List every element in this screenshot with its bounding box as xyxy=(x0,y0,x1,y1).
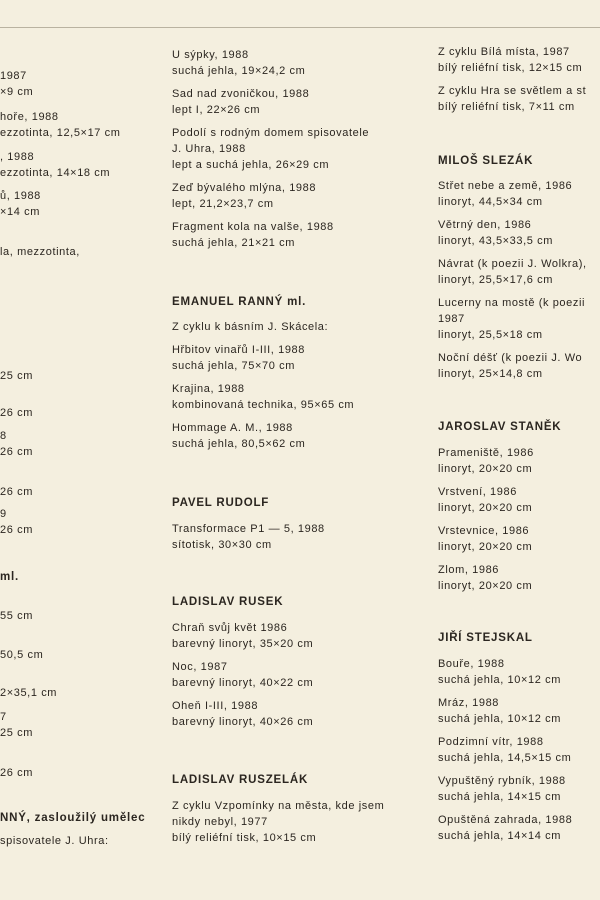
catalog-line: bílý reliéfní tisk, 12×15 cm xyxy=(438,62,583,74)
catalog-line: Fragment kola na valše, 1988 xyxy=(172,221,334,233)
catalog-line: Vrstvení, 1986 xyxy=(438,486,517,498)
catalog-line: bílý reliéfní tisk, 7×11 cm xyxy=(438,101,575,113)
catalog-line: 26 cm xyxy=(0,407,33,419)
catalog-line: Z cyklu Bílá místa, 1987 xyxy=(438,46,570,58)
catalog-line: Transformace P1 — 5, 1988 xyxy=(172,523,325,535)
top-rule xyxy=(0,27,600,28)
catalog-line: 26 cm xyxy=(0,486,33,498)
catalog-line: linoryt, 43,5×33,5 cm xyxy=(438,235,554,247)
artist-heading: EMANUEL RANNÝ ml. xyxy=(172,296,307,308)
catalog-line: 7 xyxy=(0,711,7,723)
catalog-line: 25 cm xyxy=(0,370,33,382)
catalog-line: nikdy nebyl, 1977 xyxy=(172,816,268,828)
catalog-line: linoryt, 25,5×18 cm xyxy=(438,329,543,341)
catalog-line: Podzimní vítr, 1988 xyxy=(438,736,544,748)
catalog-line: Opuštěná zahrada, 1988 xyxy=(438,814,573,826)
catalog-line: linoryt, 20×20 cm xyxy=(438,463,533,475)
catalog-line: suchá jehla, 21×21 cm xyxy=(172,237,295,249)
catalog-line: Vypuštěný rybník, 1988 xyxy=(438,775,566,787)
artist-heading: NNÝ, zasloužilý umělec xyxy=(0,812,146,824)
catalog-line: Bouře, 1988 xyxy=(438,658,505,670)
catalog-line: kombinovaná technika, 95×65 cm xyxy=(172,399,355,411)
catalog-line: lept a suchá jehla, 26×29 cm xyxy=(172,159,330,171)
catalog-line: barevný linoryt, 35×20 cm xyxy=(172,638,314,650)
catalog-line: ezzotinta, 14×18 cm xyxy=(0,167,111,179)
catalog-line: Zeď bývalého mlýna, 1988 xyxy=(172,182,317,194)
catalog-line: suchá jehla, 19×24,2 cm xyxy=(172,65,306,77)
catalog-line: 50,5 cm xyxy=(0,649,44,661)
catalog-line: Podolí s rodným domem spisovatele xyxy=(172,127,370,139)
catalog-line: Větrný den, 1986 xyxy=(438,219,532,231)
catalog-line: 2×35,1 cm xyxy=(0,687,58,699)
catalog-line: linoryt, 20×20 cm xyxy=(438,541,533,553)
catalog-line: Lucerny na mostě (k poezii xyxy=(438,297,586,309)
catalog-line: 55 cm xyxy=(0,610,33,622)
catalog-line: suchá jehla, 14×14 cm xyxy=(438,830,561,842)
catalog-line: 1987 xyxy=(0,70,27,82)
catalog-line: Střet nebe a země, 1986 xyxy=(438,180,573,192)
catalog-line: Hřbitov vinařů I-III, 1988 xyxy=(172,344,305,356)
catalog-line: ů, 1988 xyxy=(0,190,41,202)
catalog-line: linoryt, 25,5×17,6 cm xyxy=(438,274,554,286)
catalog-line: suchá jehla, 80,5×62 cm xyxy=(172,438,306,450)
catalog-line: 26 cm xyxy=(0,524,33,536)
catalog-line: 26 cm xyxy=(0,767,33,779)
catalog-line: suchá jehla, 10×12 cm xyxy=(438,674,561,686)
artist-heading: PAVEL RUDOLF xyxy=(172,497,270,509)
catalog-line: 9 xyxy=(0,508,7,520)
catalog-line: Prameniště, 1986 xyxy=(438,447,534,459)
catalog-line: suchá jehla, 14,5×15 cm xyxy=(438,752,572,764)
catalog-line: U sýpky, 1988 xyxy=(172,49,249,61)
catalog-line: Hommage A. M., 1988 xyxy=(172,422,293,434)
catalog-line: Z cyklu Hra se světlem a st xyxy=(438,85,587,97)
catalog-line: suchá jehla, 75×70 cm xyxy=(172,360,295,372)
catalog-line: , 1988 xyxy=(0,151,35,163)
catalog-line: ×14 cm xyxy=(0,206,40,218)
catalog-line: 1987 xyxy=(438,313,465,325)
catalog-line: linoryt, 25×14,8 cm xyxy=(438,368,543,380)
catalog-line: Noční déšť (k poezii J. Wo xyxy=(438,352,583,364)
catalog-line: Oheň I-III, 1988 xyxy=(172,700,259,712)
catalog-line: barevný linoryt, 40×22 cm xyxy=(172,677,314,689)
catalog-line: Zlom, 1986 xyxy=(438,564,500,576)
catalog-line: Noc, 1987 xyxy=(172,661,228,673)
artist-heading: LADISLAV RUSZELÁK xyxy=(172,774,309,786)
catalog-line: Z cyklu Vzpomínky na města, kde jsem xyxy=(172,800,385,812)
catalog-line: linoryt, 20×20 cm xyxy=(438,502,533,514)
catalog-line: barevný linoryt, 40×26 cm xyxy=(172,716,314,728)
catalog-line: sítotisk, 30×30 cm xyxy=(172,539,272,551)
artist-heading: LADISLAV RUSEK xyxy=(172,596,284,608)
catalog-line: linoryt, 20×20 cm xyxy=(438,580,533,592)
artist-heading: JIŘÍ STEJSKAL xyxy=(438,632,533,644)
artist-heading: ml. xyxy=(0,571,20,583)
catalog-line: ezzotinta, 12,5×17 cm xyxy=(0,127,121,139)
artist-heading: MILOŠ SLEZÁK xyxy=(438,155,534,167)
catalog-line: Chraň svůj květ 1986 xyxy=(172,622,288,634)
catalog-line: bílý reliéfní tisk, 10×15 cm xyxy=(172,832,317,844)
catalog-line: Krajina, 1988 xyxy=(172,383,245,395)
catalog-line: 8 xyxy=(0,430,7,442)
catalog-line: la, mezzotinta, xyxy=(0,246,80,258)
catalog-line: Vrstevnice, 1986 xyxy=(438,525,530,537)
catalog-line: Z cyklu k básním J. Skácela: xyxy=(172,321,329,333)
catalog-line: lept, 21,2×23,7 cm xyxy=(172,198,274,210)
catalog-line: 25 cm xyxy=(0,727,33,739)
catalog-line: hoře, 1988 xyxy=(0,111,59,123)
artist-heading: JAROSLAV STANĚK xyxy=(438,421,562,433)
catalog-line: lept I, 22×26 cm xyxy=(172,104,261,116)
catalog-line: Sad nad zvoničkou, 1988 xyxy=(172,88,310,100)
catalog-line: Mráz, 1988 xyxy=(438,697,500,709)
catalog-line: spisovatele J. Uhra: xyxy=(0,835,109,847)
catalog-line: suchá jehla, 10×12 cm xyxy=(438,713,561,725)
catalog-line: suchá jehla, 14×15 cm xyxy=(438,791,561,803)
catalog-line: J. Uhra, 1988 xyxy=(172,143,246,155)
catalog-line: 26 cm xyxy=(0,446,33,458)
catalog-line: ×9 cm xyxy=(0,86,34,98)
catalog-line: Návrat (k poezii J. Wolkra), xyxy=(438,258,587,270)
catalog-line: linoryt, 44,5×34 cm xyxy=(438,196,543,208)
